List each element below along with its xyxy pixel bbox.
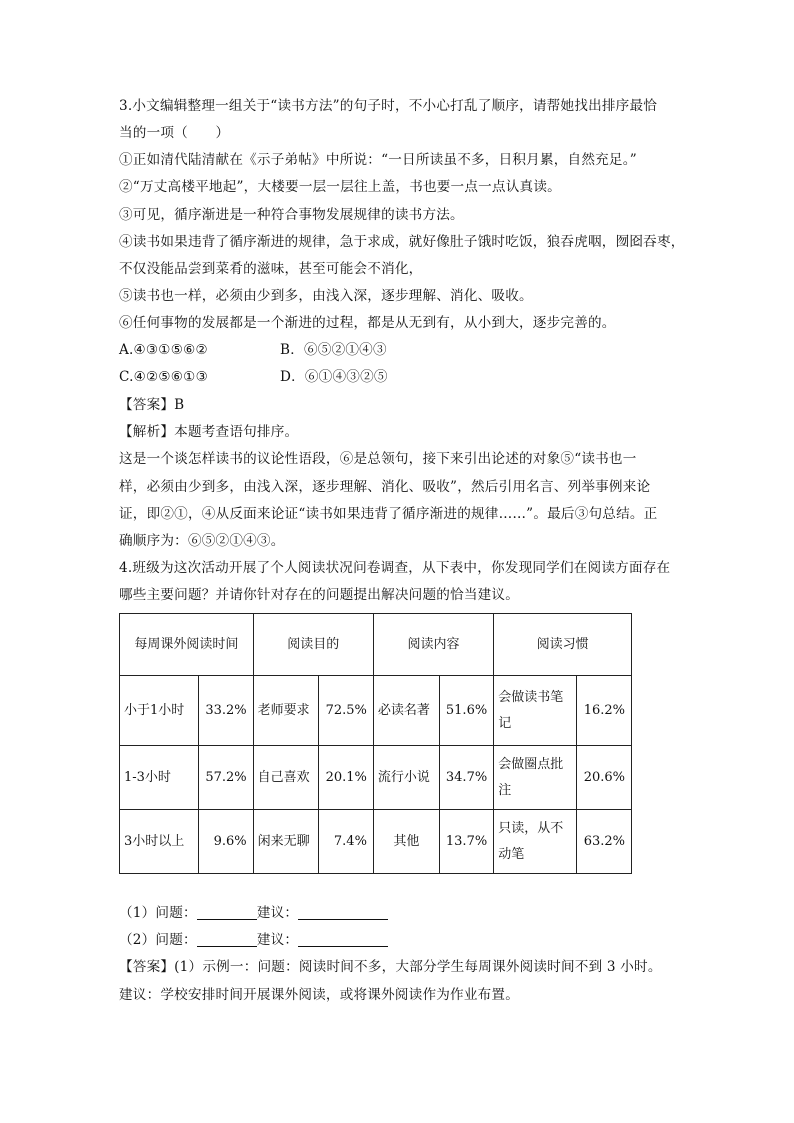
q4-answer-line-1: 【答案】(1）示例一：问题：阅读时间不多，大部分学生每周课外阅读时间不到 3 小时。 [119, 959, 662, 975]
header-reading-habit: 阅读习惯 [494, 614, 632, 676]
blank-2-suggestion-field[interactable] [298, 932, 388, 947]
header-reading-content: 阅读内容 [373, 614, 493, 676]
q3-analysis-title: 【解析】本题考查语句排序。 [119, 424, 299, 440]
blank-2-label: （2）问题： [119, 932, 197, 948]
table-cell: 63.2% [577, 810, 632, 874]
table-cell: 13.7% [439, 810, 493, 874]
blank-1-mid: 建议： [256, 905, 299, 921]
q4-stem-line-1: 4.班级为这次活动开展了个人阅读状况问卷调查，从下表中，你发现同学们在阅读方面存在 [119, 560, 671, 576]
q3-analysis-line-2: 样，必须由少到多，由浅入深，逐步理解、消化、吸收”，然后引用名言、列举事例来论 [119, 479, 651, 495]
q3-option-b: B．⑥⑤②①④③ [280, 342, 387, 358]
table-header-row [120, 614, 632, 676]
q3-analysis-line-3: 证，即②①，④从反面来论证“读书如果违背了循序渐进的规律……”。最后③句总结。正 [119, 506, 658, 522]
table-cell: 必读名著 [373, 676, 439, 746]
table-cell: 33.2% [199, 676, 253, 746]
q3-sentence-4b: 不仅没能品尝到菜肴的滋味，甚至可能会不消化， [119, 261, 423, 277]
q3-sentence-3: ③可见，循序渐进是一种符合事物发展规律的读书方法。 [119, 207, 464, 223]
table-cell: 3小时以上 [120, 810, 199, 874]
table-cell: 小于1小时 [120, 676, 199, 746]
table-cell: 流行小说 [373, 746, 439, 810]
table-cell: 9.6% [199, 810, 253, 874]
q3-sentence-4a: ④读书如果违背了循序渐进的规律，急于求成，就好像肚子饿时吃饭，狼吞虎咽，囫囵吞枣， [119, 234, 685, 250]
table-cell: 其他 [373, 810, 439, 874]
table-cell: 72.5% [319, 676, 373, 746]
table-cell: 会做读书笔记 [494, 676, 577, 746]
table-row [120, 810, 632, 874]
table-cell: 7.4% [319, 810, 373, 874]
q4-blank-line-2 [119, 930, 388, 950]
q3-answer: 【答案】B [119, 397, 185, 413]
blank-2-mid: 建议： [256, 932, 299, 948]
table-cell: 20.6% [577, 746, 632, 810]
blank-1-problem-field[interactable] [197, 905, 257, 920]
q3-option-d: D．⑥①④③②⑤ [280, 369, 388, 385]
table-cell: 20.1% [319, 746, 373, 810]
header-reading-time: 每周课外阅读时间 [120, 614, 254, 676]
table-row [120, 676, 632, 746]
q3-analysis-line-1: 这是一个谈怎样读书的议论性语段，⑥是总领句，接下来引出论述的对象⑤“读书也一 [119, 451, 637, 467]
table-cell: 16.2% [577, 676, 632, 746]
blank-1-label: （1）问题： [119, 905, 197, 921]
q3-stem-line-2: 当的一项（ ） [119, 125, 230, 141]
q3-sentence-6: ⑥任何事物的发展都是一个渐进的过程，都是从无到有，从小到大，逐步完善的。 [119, 315, 616, 331]
survey-table [119, 613, 632, 874]
q4-answer-line-2: 建议：学校安排时间开展课外阅读，或将课外阅读作为作业布置。 [119, 987, 520, 1003]
q4-blank-line-1 [119, 903, 388, 923]
q3-sentence-1: ①正如清代陆清献在《示子弟帖》中所说：“一日所读虽不多，日积月累，自然充足。” [119, 152, 637, 168]
table-cell: 1-3小时 [120, 746, 199, 810]
header-reading-purpose: 阅读目的 [253, 614, 373, 676]
q3-option-a: A.④③①⑤⑥② [119, 342, 208, 358]
table-cell: 会做圈点批注 [494, 746, 577, 810]
table-cell: 34.7% [439, 746, 493, 810]
q3-sentence-5: ⑤读书也一样，必须由少到多，由浅入深，逐步理解、消化、吸收。 [119, 288, 533, 304]
table-cell: 51.6% [439, 676, 493, 746]
q4-stem-line-2: 哪些主要问题？并请你针对存在的问题提出解决问题的恰当建议。 [119, 587, 520, 603]
table-cell: 老师要求 [253, 676, 319, 746]
table-cell: 57.2% [199, 746, 253, 810]
blank-1-suggestion-field[interactable] [298, 905, 388, 920]
q3-stem-line-1: 3.小文编辑整理一组关于“读书方法”的句子时，不小心打乱了顺序，请帮她找出排序最恰 [119, 98, 658, 114]
table-cell: 只读，从不动笔 [494, 810, 577, 874]
q3-sentence-2: ②“万丈高楼平地起”，大楼要一层一层往上盖，书也要一点一点认真读。 [119, 179, 561, 195]
q3-option-c: C.④②⑤⑥①③ [119, 369, 208, 385]
blank-2-problem-field[interactable] [197, 932, 257, 947]
table-cell: 自己喜欢 [253, 746, 319, 810]
table-cell: 闲来无聊 [253, 810, 319, 874]
q3-analysis-line-4: 确顺序为：⑥⑤②①④③。 [119, 533, 285, 549]
table-row [120, 746, 632, 810]
